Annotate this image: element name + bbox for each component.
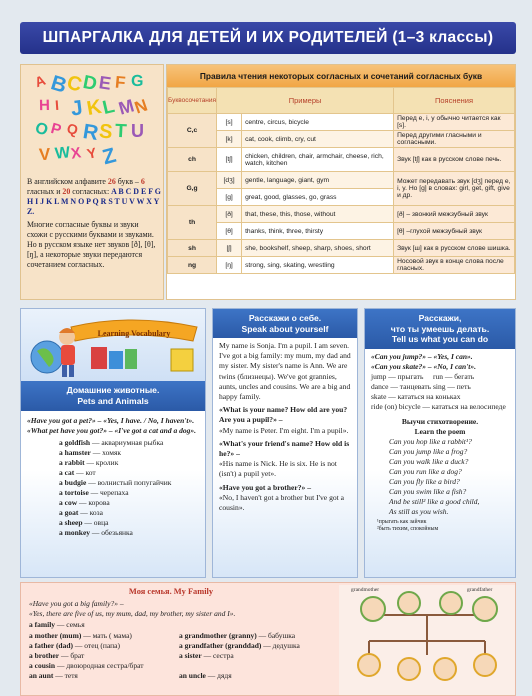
poem-line: Can you run like a dog? — [389, 466, 462, 476]
about-title-ru: Расскажи о себе. — [248, 313, 322, 323]
vocab-ru: — двоюродная сестра/брат — [55, 661, 144, 671]
vocab-ru: — брат — [59, 651, 85, 661]
rule-note: [θ] –глухой межзубный звук — [394, 223, 515, 240]
can-title-ru1: Расскажи, — [418, 313, 462, 323]
pets-title-en: Pets and Animals — [77, 395, 149, 406]
vocab-ru: — овца — [82, 518, 109, 527]
can-body — [365, 349, 515, 536]
rules-title: Правила чтения некоторых согласных и сочетаний согласных букв — [167, 65, 515, 87]
vocab-item — [27, 448, 199, 458]
rules-grid — [167, 87, 515, 274]
vocab-en: a sheep — [59, 518, 83, 527]
vocab-item — [27, 478, 199, 488]
intro-num-20: 20 — [62, 187, 71, 196]
alphabet-letter: D — [81, 71, 99, 96]
reading-rules-table — [166, 64, 516, 300]
can-title-ru2: что ты умеешь делать. — [390, 323, 490, 334]
can-dialog: «Can you jump?» – «Yes, I can». — [371, 351, 473, 361]
family-tree-illustration — [339, 585, 515, 695]
intro-text-e: гласных и — [27, 187, 63, 196]
poem-line: Can you jump like a frog? — [389, 446, 468, 456]
poem-line: As still as you wish. — [389, 506, 449, 516]
alphabet-illustration — [32, 71, 151, 173]
can-dialog: «Can you skate?» – «No, I can't». — [371, 361, 477, 371]
alphabet-intro-p1 — [27, 177, 161, 217]
family-dialog: «Have you got a big family?» – — [29, 599, 124, 608]
alphabet-letter: F — [114, 72, 127, 93]
vocab-en: a goldfish — [59, 438, 91, 447]
verb-item: run — бегать — [433, 371, 475, 381]
vocab-en: a grandfather (granddad) — [179, 640, 262, 650]
rule-letter: C,c — [168, 114, 217, 148]
rule-sound: [ð] — [217, 206, 242, 223]
alphabet-letter: V — [38, 144, 51, 165]
rule-examples: she, bookshelf, sheep, sharp, shoes, short — [242, 240, 394, 257]
vocab-ru: — кролик — [84, 458, 119, 467]
vocab-item — [27, 518, 199, 528]
boy-with-globe-illustration — [21, 309, 205, 381]
footnote: ¹прыгать как зайчик — [377, 518, 427, 525]
vocab-ru: — коза — [78, 508, 103, 517]
rules-header-combos: Буквосочетания — [168, 88, 217, 114]
rule-note: Носовой звук в конце слова после гласных. — [394, 257, 515, 274]
rule-note: Перед e, i, y обычно читается как [s]. — [394, 114, 515, 131]
alphabet-letter: T — [114, 120, 128, 143]
about-question: «What's your friend's name? How old is he?» – — [219, 438, 350, 459]
vocab-en: a tortoise — [59, 488, 89, 497]
vocab-item — [29, 671, 179, 681]
poem-line: And be still² like a good child, — [389, 496, 480, 506]
rule-examples: great, good, glasses, go, grass — [242, 189, 394, 206]
vocab-ru: — бабушка — [256, 630, 296, 640]
vocab-en: a goat — [59, 508, 79, 517]
rule-note: Звук [ш] как в русском слове шишка. — [394, 240, 515, 257]
vocab-item — [27, 438, 199, 448]
rule-sound: [θ] — [217, 223, 242, 240]
pets-title-ru: Домашние животные. — [66, 385, 160, 395]
boy-leg-shape — [62, 365, 67, 377]
intro-text-g: согласных: — [70, 187, 112, 196]
alphabet-letter: B — [48, 71, 70, 98]
vocab-item — [29, 641, 179, 651]
book-icon — [125, 349, 137, 369]
vocab-en: a mother (mum) — [29, 630, 82, 640]
alphabet-letter: H — [38, 96, 50, 115]
vocab-ru: — отец (папа) — [73, 640, 121, 650]
vocab-en: a rabbit — [59, 458, 85, 467]
family-dialog: «Yes, there are five of us, my mum, dad, my brother, my sister and I». — [29, 609, 236, 619]
about-title-en: Speak about yourself — [241, 323, 329, 334]
vocab-item — [27, 488, 199, 498]
poem-line: Can you hop like a rabbit¹? — [389, 436, 472, 446]
alphabet-letter: A — [32, 71, 48, 91]
intro-num-26: 26 — [107, 177, 116, 186]
verb-item: sing — петь — [433, 381, 471, 391]
family-body — [29, 599, 329, 682]
about-intro: My name is Sonja. I'm a pupil. I am seven. I've got a big family: my mum, my dad and my sister. My sister's name is Ann. We are twins (близнецы). We've got grannies, aunts, uncles and cousins. We are a big and happy family. — [219, 341, 351, 402]
vocab-item — [179, 671, 300, 681]
family-title: Моя семья. My Family — [128, 587, 214, 596]
rule-letter: ch — [168, 148, 217, 172]
vocab-en: a family — [29, 620, 56, 630]
vocab-item — [179, 641, 300, 651]
family-panel — [20, 582, 516, 696]
vocab-ru: — тетя — [53, 671, 78, 681]
vocab-ru: — мать ( мама) — [81, 630, 132, 640]
poem-line: Can you walk like a duck? — [389, 456, 469, 466]
alphabet-letter: N — [132, 95, 150, 118]
verb-item: skate — кататься на коньках — [371, 391, 461, 401]
can-do-panel — [364, 308, 516, 578]
grandmother-portrait — [361, 597, 385, 621]
alphabet-panel — [20, 64, 164, 300]
vocab-ru: — аквариумная рыбка — [90, 438, 164, 447]
vocab-en: an aunt — [29, 671, 54, 681]
can-title-en: Tell us what you can do — [391, 334, 489, 344]
vocab-en: a brother — [29, 651, 60, 661]
vocab-item — [29, 661, 179, 671]
vocab-en: a cousin — [29, 661, 56, 671]
intro-text-a: В английском алфавите — [27, 177, 108, 186]
poem-title-en: Learn the poem — [414, 426, 466, 436]
rule-examples: chicken, children, chair, armchair, cheese, rich, watch, kitchen — [242, 148, 394, 172]
rule-examples: thanks, think, three, thirsty — [242, 223, 394, 240]
vocab-ru: — волнистый попугайчик — [86, 478, 172, 487]
alphabet-letter: Q — [65, 120, 80, 138]
rule-sound: [ʃ] — [217, 240, 242, 257]
vocab-ru: — сестра — [201, 651, 234, 661]
pets-title — [21, 381, 205, 411]
rule-note: Перед другими гласными и согласными. — [394, 131, 515, 148]
vocab-item — [179, 661, 300, 671]
alphabet-letter: J — [69, 96, 84, 121]
rule-sound: [k] — [217, 131, 242, 148]
rule-sound: [dʒ] — [217, 172, 242, 189]
tree-label-grandmother: grandmother — [351, 587, 380, 593]
about-title — [213, 309, 357, 338]
alphabet-letter: X — [69, 144, 83, 163]
alphabet-letter: K — [85, 95, 104, 121]
verb-item: ride (on) bicycle — кататься на велосипеде — [371, 401, 506, 411]
alphabet-letter: I — [54, 96, 60, 114]
book-icon — [91, 347, 107, 369]
vocab-item — [27, 508, 199, 518]
about-answer: «His name is Nick. He is six. He is not (isn't) a pupil yet». — [219, 459, 337, 479]
grandfather-portrait — [473, 597, 497, 621]
can-title — [365, 309, 515, 349]
rules-header-notes: Пояснения — [394, 88, 515, 114]
rule-note: Звук [tʃ] как в русском слове печь. — [394, 148, 515, 172]
vocab-en: an uncle — [179, 671, 206, 681]
learning-vocabulary-banner: Learning Vocabulary — [97, 329, 171, 338]
vocab-item — [27, 498, 199, 508]
vocab-item — [27, 458, 199, 468]
relative-portrait — [474, 654, 496, 676]
vocab-en: a grandmother (granny) — [179, 630, 257, 640]
intro-num-6: 6 — [140, 177, 145, 186]
vocab-item — [179, 620, 300, 630]
relative-portrait — [398, 658, 420, 680]
boy-leg-shape — [69, 365, 74, 377]
about-answer: «My name is Peter. I'm eight. I'm a pupil». — [219, 425, 349, 435]
pets-illustration — [21, 309, 205, 381]
pets-vocab — [21, 413, 205, 541]
poem — [371, 437, 509, 517]
verb-item: jump — прыгать — [371, 371, 424, 381]
alphabet-letter: E — [97, 72, 113, 94]
pencil-cup-icon — [171, 349, 193, 371]
alphabet-letter: G — [130, 72, 144, 91]
pets-dialog: «Have you got a pet?» – «Yes, I have. / No, I haven't». «What pet have you got?» – «I've got a cat and a dog». — [27, 416, 196, 435]
vocab-ru: — хомяк — [90, 448, 122, 457]
vocab-ru: — кот — [74, 468, 96, 477]
book-icon — [109, 351, 123, 369]
rule-note: Может передавать звук [dʒ] перед e, i, y. Но [g] в словах: girl, get, gift, give и др. — [394, 172, 515, 206]
rule-letter: th — [168, 206, 217, 240]
alphabet-letter: P — [48, 119, 64, 140]
vocab-ru: — корова — [77, 498, 110, 507]
vocab-item — [29, 631, 179, 641]
vocab-ru: — дядя — [205, 671, 232, 681]
vocab-en: a father (dad) — [29, 640, 74, 650]
alphabet-letter: Y — [85, 144, 98, 162]
rule-note: [ð] – звонкий межзубный звук — [394, 206, 515, 223]
about-question: «What is your name? How old are you? Are you a pupil?» – — [219, 405, 348, 425]
alphabet-letters: A B C D E F G H I J K L M N O P Q R S T U V W X Y Z. — [27, 187, 161, 216]
alphabet-letter: C — [64, 71, 85, 97]
about-answer: «No, I haven't got a brother but I've got a cousin». — [219, 492, 345, 513]
alphabet-intro-p2: Многие согласные буквы и звуки схожи с русскими буквами и звуками. Но в русском языке нет звуков [ð], [θ], [ŋ], а некоторые звуки передаются сочетанием согласных. — [27, 220, 156, 269]
alphabet-letter: M — [116, 95, 137, 119]
rule-examples: that, these, this, those, without — [242, 206, 394, 223]
vocab-en: a hamster — [59, 448, 91, 457]
about-question: «Have you got a brother?» – — [219, 482, 312, 492]
page-title: ШПАРГАЛКА ДЛЯ ДЕТЕЙ И ИХ РОДИТЕЛЕЙ (1–3 классы) — [20, 22, 516, 54]
rule-letter: ng — [168, 257, 217, 274]
alphabet-letter: U — [131, 121, 144, 141]
boy-shirt-shape — [61, 345, 75, 365]
family-vocab — [29, 620, 329, 681]
verb-pair — [371, 372, 509, 382]
pets-panel — [20, 308, 206, 578]
rules-header-examples: Примеры — [217, 88, 394, 114]
rule-sound: [s] — [217, 114, 242, 131]
vocab-en: a sister — [179, 651, 202, 661]
rule-sound: [g] — [217, 189, 242, 206]
footnote: ²быть тихим, спокойным — [377, 525, 439, 532]
about-yourself-panel — [212, 308, 358, 578]
alphabet-intro — [27, 177, 161, 273]
alphabet-letter: R — [81, 119, 100, 146]
vocab-ru: — семья — [55, 620, 85, 630]
poem-title-ru: Выучи стихотворение. — [401, 416, 479, 426]
rule-sound: [ŋ] — [217, 257, 242, 274]
alphabet-letter: L — [100, 95, 117, 120]
vocab-item — [179, 631, 300, 641]
family-vocab-left — [29, 620, 179, 681]
verb-pair — [371, 382, 509, 392]
alphabet-letter: W — [54, 144, 71, 163]
verb-item: dance — танцевать — [371, 381, 432, 391]
about-body — [213, 338, 357, 516]
family-vocab-right — [179, 620, 300, 681]
vocab-ru: — обезьянка — [90, 528, 133, 537]
rule-examples: gentle, language, giant, gym — [242, 172, 394, 189]
tree-label-grandfather: grandfather — [467, 587, 493, 593]
vocab-item — [27, 468, 199, 478]
alphabet-letter: Z — [100, 143, 119, 170]
relative-portrait — [434, 658, 456, 680]
vocab-item — [27, 528, 199, 538]
relative-portrait — [358, 654, 380, 676]
intro-text-c: букв – — [115, 177, 141, 186]
grandmother-portrait — [440, 592, 462, 614]
vocab-item — [179, 651, 300, 661]
vocab-en: a cat — [59, 468, 75, 477]
vocab-ru: — дедушка — [261, 640, 300, 650]
alphabet-letter: O — [32, 119, 50, 140]
vocab-en: a budgie — [59, 478, 87, 487]
vocab-item — [29, 620, 179, 630]
alphabet-letter: S — [97, 120, 114, 144]
poem-title — [371, 417, 509, 437]
grandfather-portrait — [398, 592, 420, 614]
vocab-en: a cow — [59, 498, 78, 507]
rule-examples: strong, sing, skating, wrestling — [242, 257, 394, 274]
poem-line: Can you swim like a fish? — [389, 486, 467, 496]
rule-sound: [tʃ] — [217, 148, 242, 172]
rule-examples: cat, cook, climb, cry, cut — [242, 131, 394, 148]
vocab-en: a monkey — [59, 528, 91, 537]
rule-letter: G,g — [168, 172, 217, 206]
vocab-item — [29, 651, 179, 661]
rule-examples: centre, circus, bicycle — [242, 114, 394, 131]
poem-line: Can you fly like a bird? — [389, 476, 460, 486]
vocab-ru: — черепаха — [88, 488, 129, 497]
rule-letter: sh — [168, 240, 217, 257]
